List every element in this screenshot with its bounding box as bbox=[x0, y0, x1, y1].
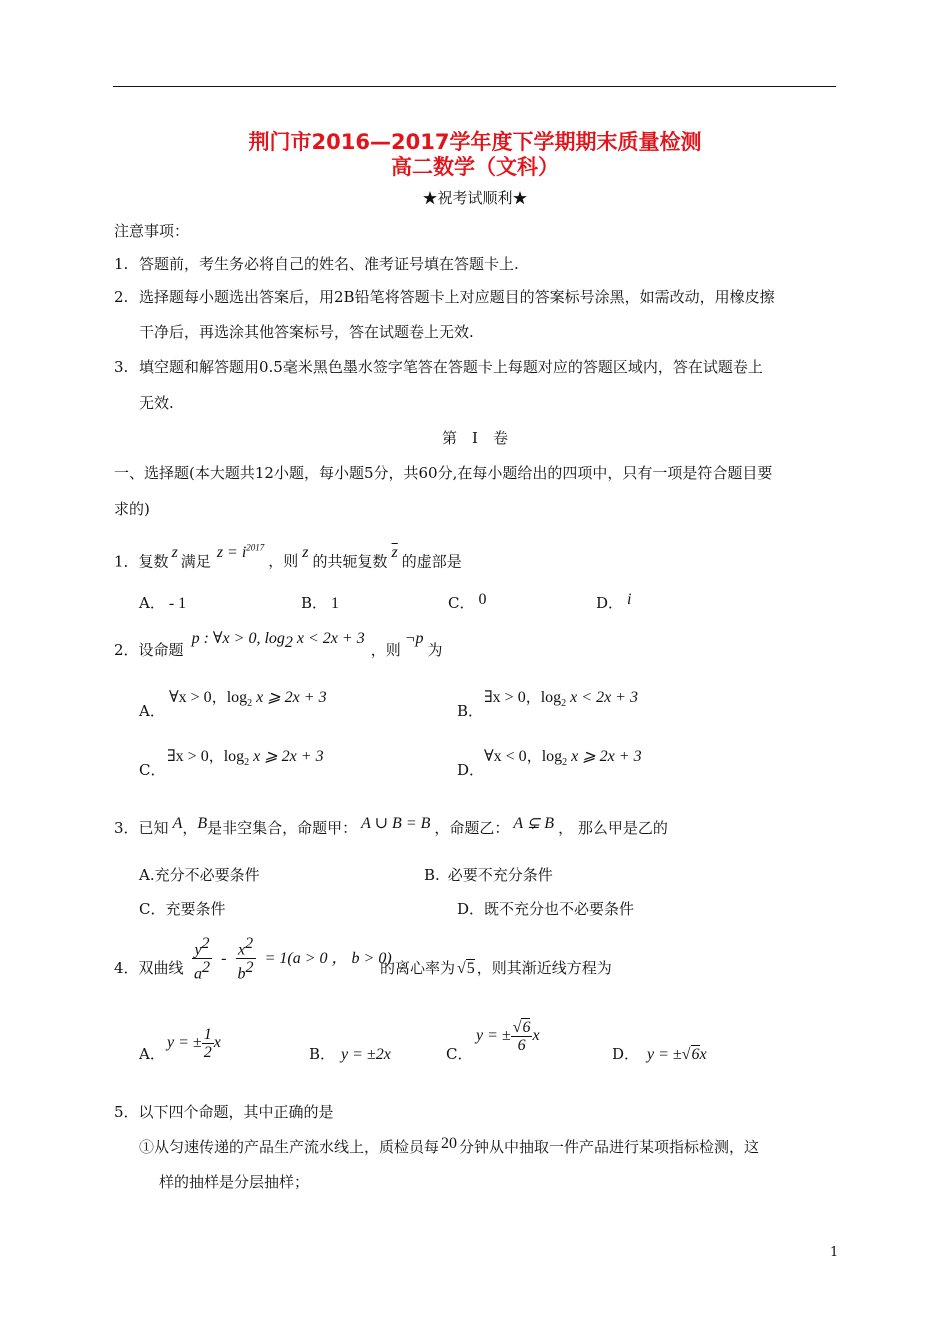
q4-sqrt5: 5 bbox=[466, 960, 475, 977]
q1-text-e: 的虚部是 bbox=[401, 552, 462, 571]
q1-number: 1． bbox=[114, 552, 139, 571]
q4-number: 4． bbox=[114, 959, 139, 977]
q2-number: 2． bbox=[114, 641, 139, 659]
q2-d-quant: ∀x < 0 bbox=[484, 748, 527, 765]
q2-b-sep: ， bbox=[525, 690, 541, 706]
q4-text-a: 双曲线 bbox=[138, 959, 184, 977]
q2-option-b-expr bbox=[484, 687, 638, 709]
question-1 bbox=[114, 543, 462, 572]
q4-x-sq: 2 bbox=[245, 935, 254, 952]
q2-b-quant: ∃x > 0 bbox=[484, 689, 526, 706]
q3-comma: ， bbox=[182, 819, 198, 837]
q2-d-log: log bbox=[541, 748, 563, 765]
q2-a-log: log bbox=[226, 689, 248, 706]
q4-hyperbola-equation bbox=[192, 935, 392, 983]
q2-d-sep: ， bbox=[526, 749, 542, 765]
question-5 bbox=[114, 1102, 334, 1122]
note-2-text-line1: 选择题每小题选出答案后，用2B铅笔将答题卡上对应题目的答案标号涂黑，如需改动，用橡皮擦 bbox=[139, 288, 775, 306]
exam-subtitle: 高二数学（文科） bbox=[391, 155, 559, 179]
q4-c-den: 6 bbox=[517, 1037, 526, 1054]
q2-option-d bbox=[457, 760, 484, 780]
q4-a-sq: 2 bbox=[202, 959, 210, 977]
question-3 bbox=[114, 815, 668, 839]
q3-var-b: B bbox=[197, 815, 208, 832]
q3-proposition-a: A ∪ B = B bbox=[361, 815, 431, 832]
q1-exponent: 2017 bbox=[246, 543, 265, 553]
q1-option-b-label: B． bbox=[301, 594, 328, 612]
q1-text-b: 满足 bbox=[180, 552, 211, 571]
q5-item1-line2: 样的抽样是分层抽样； bbox=[159, 1173, 310, 1191]
q2-text-a: 设命题 bbox=[138, 641, 184, 659]
q4-minus: - bbox=[221, 950, 227, 968]
q2-c-sub: 2 bbox=[244, 757, 250, 769]
q4-option-a bbox=[139, 1044, 165, 1064]
q4-conditions: = 1(a > 0 ， b > 0) bbox=[264, 950, 392, 968]
q2-text-b: ，则 bbox=[370, 641, 401, 659]
q2-option-c bbox=[139, 760, 165, 780]
q3-option-d bbox=[457, 899, 634, 919]
note-3-text-line2: 无效. bbox=[139, 394, 174, 412]
question-2 bbox=[114, 630, 443, 665]
q2-text-c: 为 bbox=[427, 641, 443, 659]
q4-text-rest: 的离心率为 √5 ，则其渐近线方程为 bbox=[380, 959, 612, 977]
q2-c-rest: x ⩾ 2x + 3 bbox=[249, 748, 324, 765]
q4-y-sq: 2 bbox=[201, 935, 210, 952]
q3-option-c bbox=[139, 899, 226, 919]
q4-option-c-label: C． bbox=[446, 1045, 473, 1063]
q2-a-sub: 2 bbox=[247, 698, 253, 710]
q2-prop-sub: 2 bbox=[284, 634, 293, 652]
q5-number: 5． bbox=[114, 1103, 139, 1121]
q4-option-b-label: B． bbox=[309, 1045, 336, 1063]
q1-text-c: ，则 bbox=[268, 552, 299, 571]
q3-option-d-value: 既不充分也不必要条件 bbox=[484, 900, 635, 918]
q4-option-c bbox=[446, 1044, 472, 1064]
q4-c-num: 6 bbox=[522, 1019, 531, 1036]
q2-a-quant: ∀x > 0 bbox=[169, 689, 212, 706]
q2-b-sub: 2 bbox=[561, 698, 567, 710]
q1-option-d-value: i bbox=[627, 591, 632, 608]
q4-a-pre: y = ± bbox=[167, 1034, 202, 1052]
q2-d-rest: x ⩾ 2x + 3 bbox=[567, 748, 642, 765]
q1-option-a-label: A． bbox=[139, 594, 165, 612]
q1-option-a bbox=[139, 593, 186, 614]
q2-option-d-label: D． bbox=[457, 761, 485, 779]
q4-number-and-label bbox=[114, 958, 184, 978]
q4-frac-x bbox=[236, 935, 256, 983]
q2-prop-rest: x < 2x + 3 bbox=[292, 630, 365, 647]
q3-option-c-value: 充要条件 bbox=[165, 900, 226, 918]
note-1-number: 1. bbox=[114, 255, 129, 273]
q2-option-a-expr bbox=[169, 687, 327, 709]
q4-option-a-expr bbox=[167, 1026, 221, 1061]
q5-item1-a: ①从匀速传递的产品生产流水线上，质检员每 bbox=[139, 1138, 440, 1156]
q4-frac-y bbox=[192, 935, 212, 983]
q2-b-log: log bbox=[540, 689, 562, 706]
q5-item1-number: 20 bbox=[441, 1135, 458, 1152]
q1-text-a: 复数 bbox=[138, 552, 169, 571]
q5-item1-b: 分钟从中抽取一件产品进行某项指标检测，这 bbox=[459, 1138, 760, 1156]
q1-option-c-value: 0 bbox=[478, 591, 487, 608]
q1-option-b bbox=[301, 593, 339, 614]
q4-text-c: ，则其渐近线方程为 bbox=[476, 959, 612, 977]
q3-proposition-b: A ⊊ B bbox=[513, 815, 555, 832]
q2-b-rest: x < 2x + 3 bbox=[566, 689, 638, 706]
q4-b-sq: 2 bbox=[245, 959, 254, 977]
q3-option-c-label: C． bbox=[139, 900, 166, 918]
q2-c-log: log bbox=[223, 748, 245, 765]
q1-equation-base: z = i bbox=[216, 544, 247, 562]
notes-heading: 注意事项： bbox=[114, 222, 190, 240]
q1-var-z-2: z bbox=[302, 544, 309, 562]
q4-d-pre: y = ± bbox=[647, 1046, 682, 1063]
q2-proposition bbox=[191, 630, 365, 652]
q4-a: a bbox=[194, 965, 202, 983]
q4-text-b: 的离心率为 bbox=[380, 959, 456, 977]
q4-option-b-value: y = ±2x bbox=[341, 1046, 391, 1063]
page-number: 1 bbox=[830, 1245, 839, 1260]
q4-option-d: D． y = ±√6x bbox=[612, 1045, 707, 1063]
q2-option-d-expr bbox=[484, 746, 642, 768]
q1-var-zbar: $\overline{z}$ bbox=[391, 544, 398, 562]
note-3-number: 3. bbox=[114, 358, 129, 376]
q2-option-a-label: A． bbox=[139, 702, 165, 720]
q3-text-a: 已知 bbox=[138, 819, 169, 837]
q4-option-c-expr: y = ± $\frac{√6}{6}$ x bbox=[476, 1019, 540, 1054]
q3-option-a-value: 充分不必要条件 bbox=[154, 866, 260, 884]
volume-heading: 第 Ⅰ 卷 bbox=[442, 429, 508, 447]
q3-text-c: ，命题乙： bbox=[434, 819, 510, 837]
q2-d-sub: 2 bbox=[562, 757, 568, 769]
section-instructions-line1: 一、选择题(本大题共12小题，每小题5分，共60分,在每小题给出的四项中，只有一项是符合题目要 bbox=[114, 464, 773, 482]
q5-text: 以下四个命题，其中正确的是 bbox=[138, 1103, 334, 1121]
q3-option-b-value: 必要不充分条件 bbox=[447, 866, 553, 884]
q4-option-a-label: A． bbox=[139, 1045, 165, 1063]
q3-option-b bbox=[424, 865, 553, 885]
q4-d-post: x bbox=[699, 1046, 707, 1063]
q5-item1-line1 bbox=[139, 1137, 759, 1158]
q2-option-c-label: C． bbox=[139, 761, 166, 779]
exam-title: 荆门市2016—2017学年度下学期期末质量检测 bbox=[248, 130, 702, 154]
q2-a-sep: ， bbox=[211, 690, 227, 706]
q2-prop-main: p : ∀x > 0, log bbox=[191, 630, 285, 647]
note-2-number: 2. bbox=[114, 288, 129, 306]
q3-text-d: ， 那么甲是乙的 bbox=[558, 819, 668, 837]
good-luck-line: ★祝考试顺利★ bbox=[422, 189, 528, 207]
q4-option-b bbox=[309, 1044, 391, 1065]
q3-var-a: A bbox=[172, 815, 183, 832]
q3-option-b-label: B. bbox=[424, 866, 440, 884]
q2-option-a bbox=[139, 701, 165, 721]
q3-number: 3． bbox=[114, 819, 139, 837]
q3-option-a-label: A. bbox=[139, 866, 155, 884]
q4-d-rad: 6 bbox=[691, 1046, 700, 1063]
note-3-text-line1: 填空题和解答题用0.5毫米黑色墨水签字笔答在答题卡上每题对应的答题区域内，答在试题卷上 bbox=[139, 358, 763, 376]
q4-x: x bbox=[237, 941, 246, 959]
q1-option-d bbox=[596, 593, 631, 614]
section-instructions-line2: 求的) bbox=[114, 500, 150, 518]
q4-c-post: x bbox=[532, 1027, 540, 1045]
q2-option-b-label: B． bbox=[457, 702, 484, 720]
q3-option-d-label: D． bbox=[457, 900, 485, 918]
q1-option-a-value: - 1 bbox=[168, 595, 187, 612]
q3-text-b: 是非空集合，命题甲： bbox=[207, 819, 358, 837]
q2-neg-p: ¬p bbox=[404, 630, 424, 647]
note-2-text-line2: 干净后，再选涂其他答案标号，答在试题卷上无效. bbox=[139, 323, 474, 341]
q4-c-pre: y = ± bbox=[476, 1027, 511, 1045]
q1-var-z: z bbox=[171, 544, 178, 562]
q3-option-a bbox=[139, 865, 260, 885]
q1-option-b-value: 1 bbox=[331, 595, 340, 612]
q1-option-c bbox=[448, 593, 486, 614]
q2-c-sep: ， bbox=[208, 749, 224, 765]
header-rule bbox=[113, 86, 836, 87]
q1-option-c-label: C． bbox=[448, 594, 475, 612]
q4-a-post: x bbox=[213, 1034, 221, 1052]
q4-option-d-label: D． bbox=[612, 1045, 640, 1063]
q2-option-b bbox=[457, 701, 483, 721]
note-1-text: 答题前，考生务必将自己的姓名、准考证号填在答题卡上. bbox=[139, 255, 519, 273]
q4-a-num: 1 bbox=[203, 1026, 212, 1043]
q4-b: b bbox=[237, 965, 246, 983]
q2-option-c-expr bbox=[167, 746, 324, 768]
q1-text-d: 的共轭复数 bbox=[312, 552, 388, 571]
q2-c-quant: ∃x > 0 bbox=[167, 748, 209, 765]
q2-a-rest: x ⩾ 2x + 3 bbox=[252, 689, 327, 706]
q1-equation bbox=[217, 544, 264, 561]
q4-a-den: 2 bbox=[203, 1044, 212, 1061]
q1-option-d-label: D． bbox=[596, 594, 624, 612]
q4-y: y bbox=[194, 941, 202, 959]
